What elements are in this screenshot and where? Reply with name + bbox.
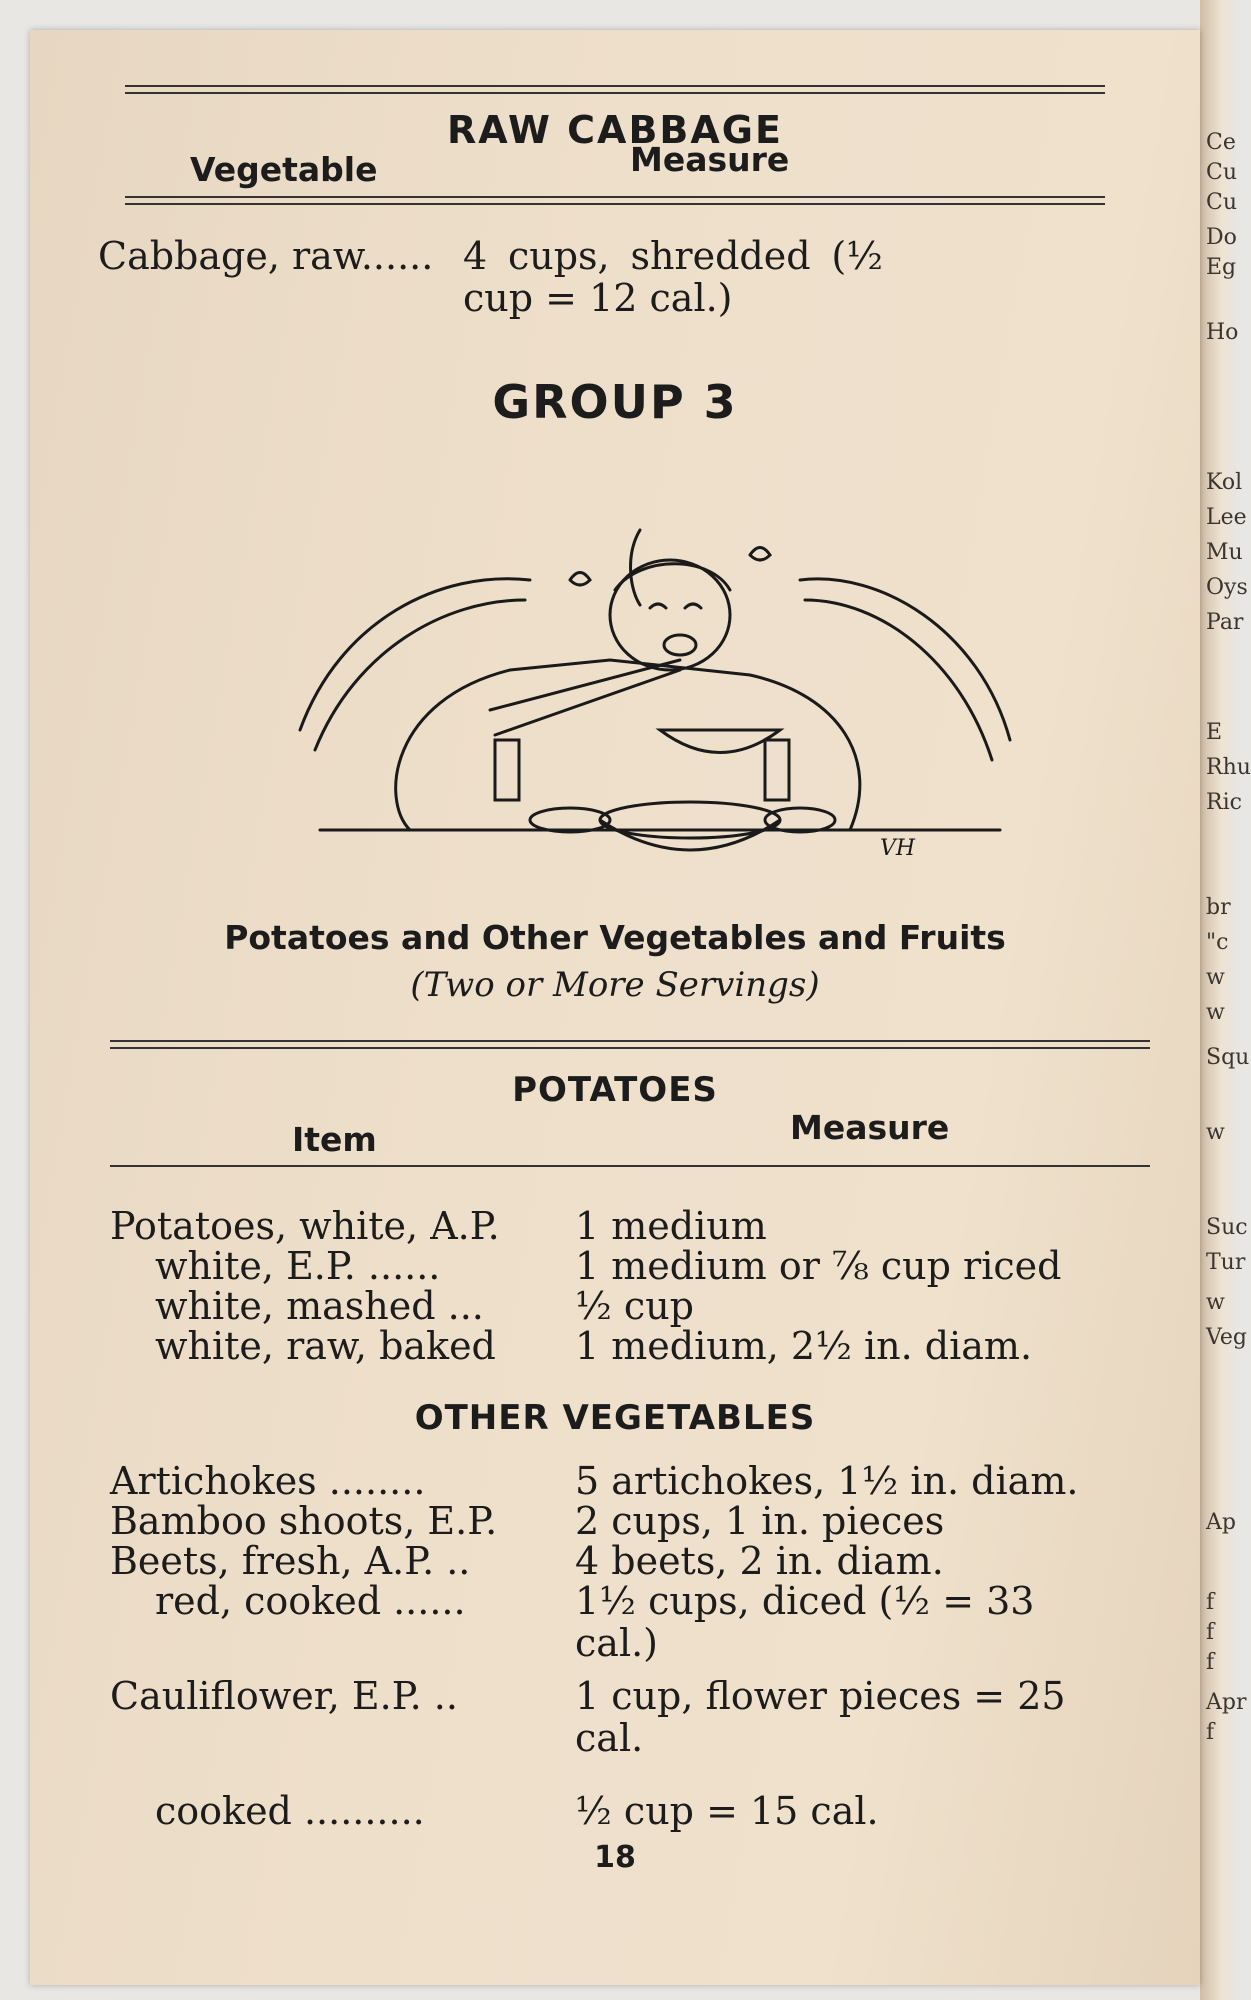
potato-measure: 1 medium xyxy=(575,1204,767,1248)
cabbage-col-measure: Measure xyxy=(630,140,790,179)
edge-fragment: br xyxy=(1206,895,1231,920)
edge-fragment: Ric xyxy=(1206,790,1242,815)
edge-fragment: Veg xyxy=(1206,1325,1247,1350)
edge-fragment: w xyxy=(1206,1000,1225,1025)
potatoes-header-rule xyxy=(110,1165,1150,1167)
vegetable-measure: 4 beets, 2 in. diam. xyxy=(575,1539,944,1583)
cabbage-header-rule xyxy=(125,196,1105,205)
edge-fragment: f xyxy=(1206,1720,1215,1745)
edge-fragment: Do xyxy=(1206,225,1237,250)
page-number: 18 xyxy=(594,1840,636,1875)
potato-measure: 1 medium, 2½ in. diam. xyxy=(575,1324,1033,1368)
edge-fragment: Kol xyxy=(1206,470,1243,495)
edge-fragment: Ce xyxy=(1206,130,1236,155)
vegetable-item: red, cooked ...... xyxy=(155,1579,466,1623)
vegetable-measure: 5 artichokes, 1½ in. diam. xyxy=(575,1459,1079,1503)
other-vegetables-title: OTHER VEGETABLES xyxy=(414,1398,816,1438)
potato-item: white, raw, baked xyxy=(155,1324,496,1368)
vegetable-item: Beets, fresh, A.P. .. xyxy=(110,1539,471,1583)
edge-fragment: f xyxy=(1206,1620,1215,1645)
edge-fragment: Par xyxy=(1206,610,1244,635)
illustration-signature: VH xyxy=(880,836,916,861)
cabbage-section-title: RAW CABBAGE xyxy=(447,108,783,152)
edge-fragment: Ap xyxy=(1206,1510,1236,1535)
group-subtitle: Potatoes and Other Vegetables and Fruits xyxy=(224,918,1006,957)
edge-fragment: Lee xyxy=(1206,505,1247,530)
edge-fragment: Mu xyxy=(1206,540,1243,565)
potatoes-section-title: POTATOES xyxy=(512,1070,718,1110)
edge-fragment: Oys xyxy=(1206,575,1248,600)
potatoes-top-rule xyxy=(110,1040,1150,1049)
vegetable-item: Cauliflower, E.P. .. xyxy=(110,1674,458,1718)
cabbage-measure: 4 cups, shredded (½ cup = 12 cal.) xyxy=(463,234,883,320)
edge-fragment: "c xyxy=(1206,930,1229,955)
potato-item: Potatoes, white, A.P. xyxy=(110,1204,500,1248)
edge-fragment: f xyxy=(1206,1650,1215,1675)
vegetable-item: cooked .......... xyxy=(155,1789,425,1833)
cabbage-item: Cabbage, raw...... xyxy=(98,234,434,278)
potatoes-col-measure: Measure xyxy=(790,1108,950,1147)
edge-fragment: Suc xyxy=(1206,1215,1248,1240)
man-eating-rice-illustration xyxy=(280,500,1030,890)
edge-fragment: Ho xyxy=(1206,320,1239,345)
edge-fragment: Eg xyxy=(1206,255,1237,280)
edge-fragment: Apr xyxy=(1206,1690,1247,1715)
vegetable-measure: 1 cup, flower pieces = 25 cal. xyxy=(575,1674,1066,1760)
vegetable-item: Bamboo shoots, E.P. xyxy=(110,1499,498,1543)
group-title: GROUP 3 xyxy=(492,375,738,429)
edge-fragment: Squ xyxy=(1206,1045,1250,1070)
potato-item: white, mashed ... xyxy=(155,1284,484,1328)
vegetable-measure: ½ cup = 15 cal. xyxy=(575,1789,879,1833)
vegetable-measure: 2 cups, 1 in. pieces xyxy=(575,1499,945,1543)
group-subtitle-italic: (Two or More Servings) xyxy=(410,965,820,1005)
potato-item: white, E.P. ...... xyxy=(155,1244,441,1288)
edge-fragment: w xyxy=(1206,965,1225,990)
edge-fragment: Tur xyxy=(1206,1250,1246,1275)
vegetable-item: Artichokes ........ xyxy=(110,1459,426,1503)
potatoes-col-item: Item xyxy=(292,1120,377,1159)
edge-fragment: Cu xyxy=(1206,190,1238,215)
edge-fragment: w xyxy=(1206,1290,1225,1315)
cabbage-col-vegetable: Vegetable xyxy=(190,150,378,189)
edge-fragment: w xyxy=(1206,1120,1225,1145)
edge-fragment: Rhu xyxy=(1206,755,1251,780)
edge-fragment: f xyxy=(1206,1590,1215,1615)
top-double-rule xyxy=(125,85,1105,94)
potato-measure: ½ cup xyxy=(575,1284,694,1328)
edge-fragment: Cu xyxy=(1206,160,1238,185)
potato-measure: 1 medium or ⅞ cup riced xyxy=(575,1244,1062,1288)
vegetable-measure: 1½ cups, diced (½ = 33 cal.) xyxy=(575,1579,1035,1665)
book-page xyxy=(30,30,1200,1985)
edge-fragment: E xyxy=(1206,720,1223,745)
